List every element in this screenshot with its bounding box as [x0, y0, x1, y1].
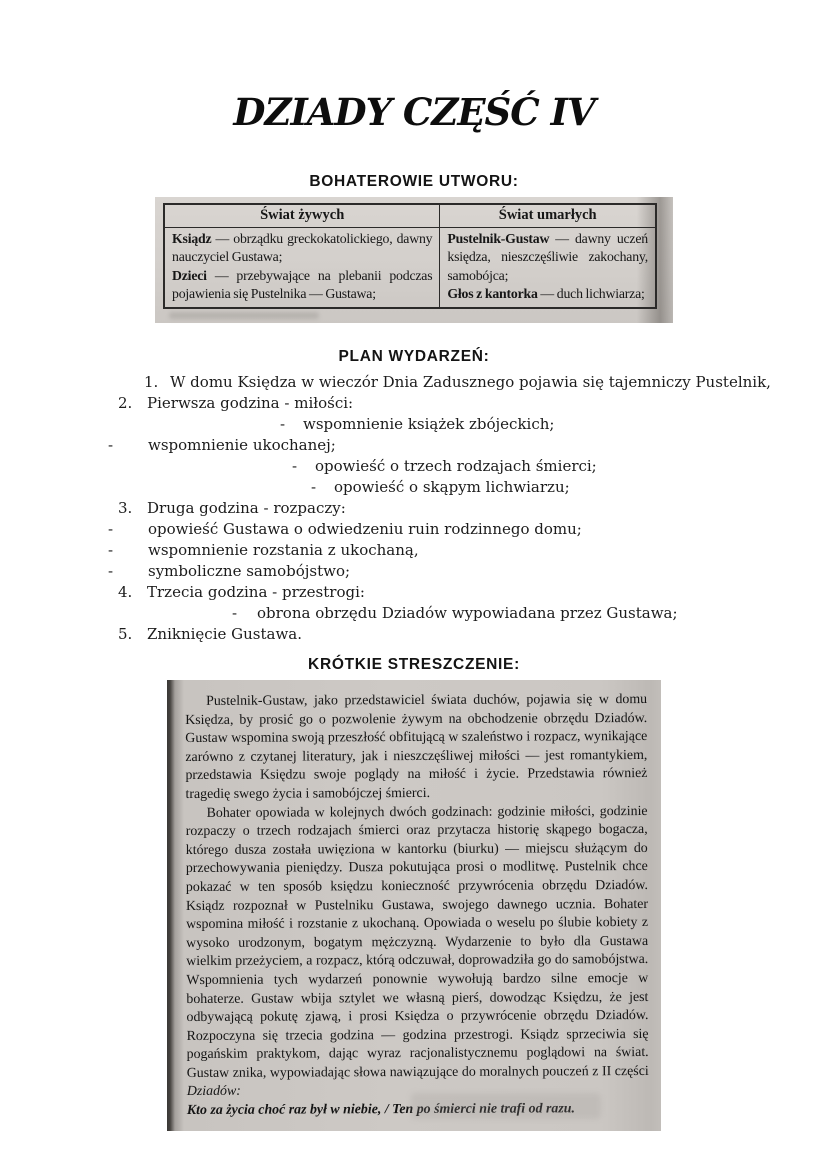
character-entry: [447, 230, 648, 285]
plan-item-text: Pierwsza godzina - miłości:: [147, 394, 354, 412]
character-entry: [447, 285, 648, 303]
plan-item-marker: -: [232, 604, 238, 622]
plan-item-text: Zniknięcie Gustawa.: [147, 625, 303, 643]
summary-scan: [167, 680, 661, 1131]
character-name: Głos z kantorka: [447, 286, 538, 302]
plan-item-marker: -: [108, 520, 114, 538]
summary-paragraph-2-text: Bohater opowiada w kolejnych dwóch godzinach: godzinie miłości, godzinie rozpaczy o trzech rodzajach śmierci oraz przytacza historię skąpego bogacza, którego dusza została uwięziona w kantorku (biurku) — miejscu służącym do przechowywania pieniędzy. Dusza pokutująca prosi o modlitwę. Pustelnik chce pokazać w ten sposób księdzu konieczność przywrócenia obrzędu Dziadów. Ksiądz rozpoznał w Pustelniku Gustawa, swojego dawnego ucznia. Bohater wspomina miłość i rozstanie z ukochaną. Opowiada o weselu po ślubie kobiety z wysoko urodzonym, bogatym mężczyzną. Wydarzenie to było dla Gustawa wielkim przeżyciem, a rozpacz, którą odczuwał, doprowadziła go do samobójstwa. Wspomnienia tych wydarzeń ponownie wywołują bardzo silne emocje w bohaterze. Gustaw wbija sztylet we własną pierś, dowodząc Księdzu, że jest odbywającą pokutę zjawą, i prosi Księdza o przywrócenie obrzędu Dziadów. Rozpoczyna się trzecia godzina — godzina przestrogi. Ksiądz sprzeciwia się pogańskim praktykom, dając wyraz racjonalistycznemu poglądowi na świat. Gustaw znika, wypowiadając słowa nawiązujące do moralnych pouczeń z II części: [185, 803, 649, 1081]
plan-item-text: opowieść Gustawa o odwiedzeniu ruin rodzinnego domu;: [148, 520, 582, 538]
character-name: Ksiądz: [172, 231, 212, 246]
character-entry: [172, 230, 432, 267]
plan-item-text: symboliczne samobójstwo;: [148, 562, 351, 580]
plan-list-item: [0, 582, 828, 603]
plan-item-marker: 3.: [118, 499, 133, 517]
plan-item-text: Trzecia godzina - przestrogi:: [147, 583, 365, 601]
plan-item-marker: 2.: [118, 394, 133, 412]
plan-item-marker: -: [108, 436, 114, 454]
plan-list-item: [0, 561, 828, 582]
plan-list-item: [0, 603, 828, 624]
section-heading-summary: KRÓTKIE STRESZCZENIE:: [308, 656, 520, 673]
character-description: — dawny uczeń księdza, nieszczęśliwie zakochany, samobójca;: [447, 231, 648, 283]
table-cell-dead: [439, 228, 655, 307]
plan-list-item: [0, 414, 828, 435]
plan-item-marker: 5.: [118, 625, 133, 643]
summary-paragraph-2: [186, 803, 649, 1103]
plan-list-item: [0, 372, 828, 393]
plan-item-marker: -: [280, 415, 286, 433]
heroes-table-header-row: [165, 205, 655, 228]
plan-list-item: [0, 624, 828, 645]
plan-item-marker: -: [311, 478, 317, 496]
plan-item-text: Druga godzina - rozpaczy:: [147, 499, 346, 517]
plan-list-item: [0, 477, 828, 498]
character-entry: [172, 267, 432, 304]
page-title: DZIADY CZĘŚĆ IV: [233, 90, 595, 134]
plan-list-item: [0, 498, 828, 519]
plan-list-item: [0, 456, 828, 477]
plan-item-text: W domu Księdza w wieczór Dnia Zadusznego pojawia się tajemniczy Pustelnik,: [170, 373, 771, 391]
summary-quote: Kto za życia choć raz był w niebie, / Ten po śmierci nie trafi od razu.: [186, 1101, 575, 1119]
column-header-dead: Świat umarłych: [439, 205, 655, 227]
plan-list-item: [0, 435, 828, 456]
plan-item-text: wspomnienie książek zbójeckich;: [303, 415, 555, 433]
plan-list-item: [0, 393, 828, 414]
heroes-table-body-row: [165, 228, 655, 307]
plan-item-text: wspomnienie ukochanej;: [148, 436, 336, 454]
plan-item-text: obrona obrzędu Dziadów wypowiadana przez Gustawa;: [257, 604, 678, 622]
plan-list-item: [0, 519, 828, 540]
character-description: — duch lichwiarza;: [537, 286, 645, 302]
summary-book-title: Dziadów:: [186, 1084, 241, 1100]
plan-item-marker: 1.: [144, 373, 159, 391]
plan-item-text: opowieść o skąpym lichwiarzu;: [334, 478, 570, 496]
heroes-table: [163, 203, 657, 309]
plan-item-text: wspomnienie rozstania z ukochaną,: [148, 541, 419, 559]
character-name: Pustelnik-Gustaw: [447, 231, 550, 246]
character-name: Dzieci: [172, 267, 207, 283]
section-heading-heroes: BOHATEROWIE UTWORU:: [309, 173, 519, 190]
column-header-living: Świat żywych: [260, 207, 345, 223]
character-description: — przebywające na plebanii podczas pojawienia się Pustelnika — Gustawa;: [172, 267, 433, 302]
section-heading-plan: PLAN WYDARZEŃ:: [338, 348, 490, 365]
plan-list: [0, 372, 828, 645]
plan-list-item: [0, 540, 828, 561]
summary-text: [185, 691, 649, 1121]
heroes-table-scan: [155, 197, 673, 323]
plan-item-marker: -: [292, 457, 298, 475]
plan-item-text: opowieść o trzech rodzajach śmierci;: [315, 457, 597, 475]
plan-item-marker: -: [108, 562, 114, 580]
character-description: — obrządku greckokatolickiego, dawny nauczyciel Gustawa;: [172, 231, 433, 265]
summary-paragraph-1: Pustelnik-Gustaw, jako przedstawiciel świata duchów, pojawia się w domu Księdza, by prosić go o pozwolenie żywym na obchodzenie obrzędu Dziadów. Gustaw wspomina swoją przeszłość obfitującą w szaleństwo i rozpacz, wynikające zarówno z czytanej literatury, jak i nieszczęśliwej miłości — jest romantykiem, przedstawia Księdzu swoje poglądy na miłość i życie. Przedstawia również tragedię swego życia i samobójczej śmierci.: [185, 691, 648, 802]
plan-item-marker: -: [108, 541, 114, 559]
plan-item-marker: 4.: [118, 583, 133, 601]
table-cell-living: [165, 228, 439, 307]
